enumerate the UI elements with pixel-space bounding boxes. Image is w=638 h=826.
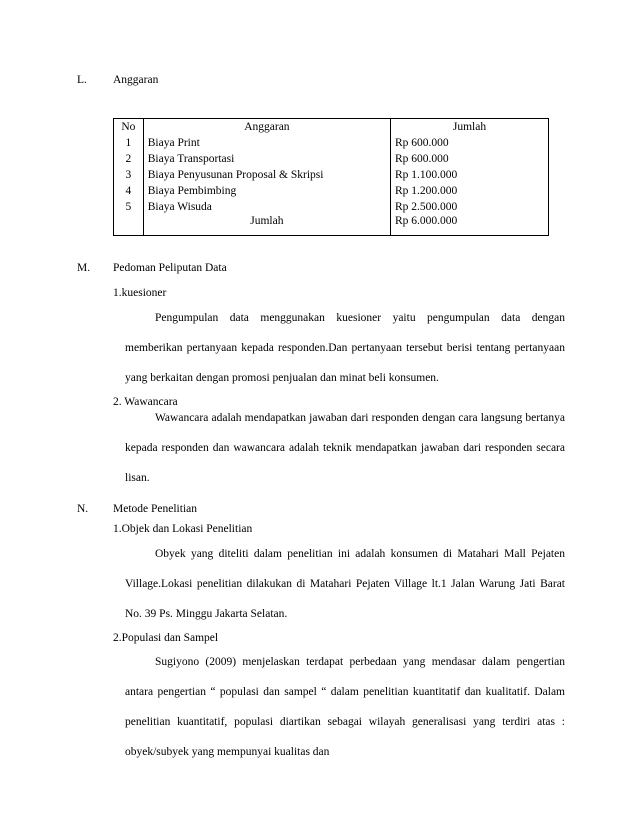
row-item: Biaya Transportasi: [143, 151, 390, 167]
section-title-pedoman: Pedoman Peliputan Data: [113, 262, 227, 274]
budget-table: [113, 118, 549, 236]
row-amount: Rp 600.000: [391, 135, 549, 151]
section-letter-l: L.: [77, 74, 87, 86]
row-no: 4: [114, 183, 144, 199]
header-anggaran: Anggaran: [143, 119, 390, 136]
total-amount: Rp 6.000.000: [391, 215, 549, 236]
row-item: Biaya Pembimbing: [143, 183, 390, 199]
row-no: 5: [114, 199, 144, 215]
row-item: Biaya Wisuda: [143, 199, 390, 215]
paragraph-objek-lokasi: Obyek yang diteliti dalam penelitian ini adalah konsumen di Matahari Mall Pejaten Village.Lokasi penelitian dilakukan di Matahari Pejaten Village lt.1 Jalan Warung Jati Barat No. 39 Ps. Minggu Jakarta Selatan.: [125, 548, 565, 620]
table-row: [114, 199, 549, 215]
subheading-wawancara: 2. Wawancara: [113, 396, 178, 408]
row-amount: Rp 1.100.000: [391, 167, 549, 183]
table-row: [114, 183, 549, 199]
total-label: Jumlah: [143, 215, 390, 236]
table-row: [114, 167, 549, 183]
table-total-row: [114, 215, 549, 236]
paragraph-kuesioner: Pengumpulan data menggunakan kuesioner yaitu pengumpulan data dengan memberikan pertanyaan kepada responden.Dan pertanyaan tersebut berisi tentang pertanyaan yang berkaitan dengan promosi penjualan dan minat beli konsumen.: [125, 312, 565, 384]
header-no: No: [114, 119, 144, 136]
table-row: [114, 151, 549, 167]
table-row: [114, 135, 549, 151]
row-amount: Rp 600.000: [391, 151, 549, 167]
section-letter-n: N.: [77, 503, 89, 515]
row-item: Biaya Print: [143, 135, 390, 151]
subheading-kuesioner: 1.kuesioner: [113, 287, 167, 299]
subheading-objek-lokasi: 1.Objek dan Lokasi Penelitian: [113, 523, 253, 535]
section-title-metode: Metode Penelitian: [113, 503, 197, 515]
paragraph-wawancara: Wawancara adalah mendapatkan jawaban dari responden dengan cara langsung bertanya kepada responden dan wawancara adalah teknik mendapatkan jawaban dari responden secara lisan.: [125, 412, 565, 484]
row-no: 2: [114, 151, 144, 167]
section-title-anggaran: Anggaran: [113, 74, 159, 86]
paragraph-populasi-sampel: Sugiyono (2009) menjelaskan terdapat perbedaan yang mendasar dalam pengertian antara pengertian “ populasi dan sampel “ dalam penelitian kuantitatif dan kualitatif. Dalam penelitian kuantitatif, populasi diartikan sebagai wilayah generalisasi yang terdiri atas : obyek/subyek yang mempunyai kualitas dan: [125, 656, 565, 758]
row-no: 1: [114, 135, 144, 151]
subheading-populasi-sampel: 2.Populasi dan Sampel: [113, 632, 219, 644]
table-header-row: [114, 119, 549, 136]
header-jumlah: Jumlah: [391, 119, 549, 136]
row-no: 3: [114, 167, 144, 183]
total-empty-cell: [114, 215, 144, 236]
row-item: Biaya Penyusunan Proposal & Skripsi: [143, 167, 390, 183]
row-amount: Rp 2.500.000: [391, 199, 549, 215]
section-letter-m: M.: [77, 262, 91, 274]
row-amount: Rp 1.200.000: [391, 183, 549, 199]
